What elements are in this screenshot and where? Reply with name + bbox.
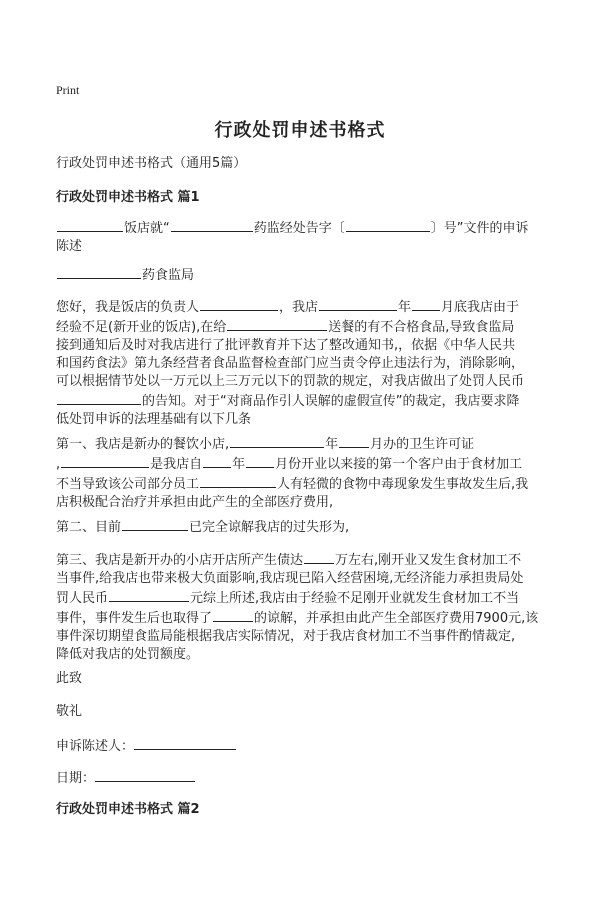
date-label: 日期：	[56, 771, 96, 786]
text-run: 是我店自	[150, 457, 203, 472]
recipient-line	[56, 265, 553, 285]
text-run: ,	[56, 457, 61, 472]
section-2-heading: 行政处罚申述书格式 篇2	[56, 802, 200, 817]
text-run: 经验不足(新开业的饭店),在给	[56, 320, 227, 335]
document-subtitle: 行政处罚申述书格式（通用5篇）	[56, 156, 247, 171]
blank-field	[109, 588, 189, 602]
recipient-name: 药食监局	[142, 268, 195, 283]
blank-field	[246, 454, 274, 468]
text-run: 已完全谅解我店的过失形为,	[189, 520, 350, 535]
text-run: 和国药食法》第九条经营者食品监督检查部门应当责令停止违法行为，消除影响，	[56, 356, 525, 371]
text-run: 年	[325, 437, 339, 452]
text-run: ，我店	[279, 300, 319, 315]
blank-field	[230, 434, 324, 448]
blank-field	[213, 608, 253, 622]
page-title: 行政处罚申述书格式	[214, 120, 386, 141]
text-run: 事件，事件发生后也取得了	[56, 611, 213, 626]
blank-field	[57, 265, 141, 279]
text-run: 降低对我店的处罚额度。	[56, 647, 200, 662]
print-link[interactable]: Print	[56, 83, 80, 97]
closing-salutation: 此致	[56, 671, 83, 686]
blank-field	[171, 218, 253, 232]
text-run: 的谅解，并承担由此产生全部医疗费用7900元,该	[254, 611, 539, 626]
text-run: 店积极配合治疗并承担由此产生的全部医疗费用,	[56, 495, 334, 510]
text-run: 不当导致该公司部分员工	[56, 477, 200, 492]
text-run: 年	[398, 300, 412, 315]
blank-field	[346, 218, 430, 232]
text-run: 饭店就“	[124, 221, 170, 236]
text-run: 月办的卫生许可证	[370, 437, 475, 452]
text-run: 的告知。对于“对商品作引人误解的虚假宣传”的裁定，我店要求降	[142, 394, 520, 409]
blank-field	[339, 434, 369, 448]
text-run: 接到通知后及时对我店进行了批评教育并下达了整改通知书,，依据《中华人民共	[56, 338, 516, 353]
signer-blank	[134, 736, 236, 750]
blank-field	[227, 317, 327, 331]
text-run: 可以根据情节处以一万元以上三万元以下的罚款的规定，对我店做出了处罚人民币	[56, 374, 525, 389]
signer-label: 申诉陈述人：	[56, 739, 135, 754]
text-run: 当事件,给我店也带来极大负面影响,我店现已陷入经营困境,无经济能力承担贵局处	[56, 571, 524, 586]
closing-regards: 敬礼	[56, 704, 83, 719]
signer-line	[56, 736, 553, 756]
text-run: 月份开业以来接的第一个客户由于食材加工	[275, 457, 523, 472]
blank-field	[122, 517, 188, 531]
intro-paragraph	[56, 218, 553, 256]
text-run: 月底我店由于	[441, 300, 520, 315]
date-blank	[95, 768, 195, 782]
text-run: 罚人民币	[56, 591, 109, 606]
text-run: 低处罚申诉的法理基础有以下几条	[56, 412, 252, 427]
text-run: 年	[232, 457, 246, 472]
date-line	[56, 768, 553, 788]
text-run: 送餐的有不合格食品,导致食监局	[328, 320, 515, 335]
text-run: 〕号”文件的申诉	[430, 221, 529, 236]
body-paragraph-3	[56, 517, 553, 537]
blank-field	[200, 297, 278, 311]
blank-field	[61, 454, 149, 468]
text-run: 陈述	[56, 239, 83, 254]
text-run: 事件深切期望食监局能根据我店实际情况，对于我店食材加工不当事件酌情裁定,	[56, 629, 516, 644]
blank-field	[304, 550, 334, 564]
section-1-heading: 行政处罚申述书格式 篇1	[56, 190, 200, 205]
blank-field	[57, 218, 123, 232]
text-run: 药监经处告字〔	[253, 221, 345, 236]
blank-field	[57, 391, 141, 405]
text-run: 第三、我店是新开办的小店开店所产生债达	[56, 553, 304, 568]
body-paragraph-1	[56, 297, 553, 429]
text-run: 人有轻微的食物中毒现象发生事故发生后,我	[277, 477, 529, 492]
body-paragraph-2	[56, 434, 553, 512]
text-run: 元综上所述,我店由于经验不足刚开业就发生食材加工不当	[190, 591, 520, 606]
text-run: 第二、目前	[56, 520, 122, 535]
text-run: 您好，我是饭店的负责人	[56, 300, 200, 315]
body-paragraph-4	[56, 550, 553, 664]
blank-field	[203, 454, 231, 468]
blank-field	[412, 297, 440, 311]
blank-field	[200, 474, 276, 488]
blank-field	[319, 297, 397, 311]
text-run: 第一、我店是新办的餐饮小店,	[56, 437, 230, 452]
text-run: 万左右,刚开业又发生食材加工不	[335, 553, 522, 568]
